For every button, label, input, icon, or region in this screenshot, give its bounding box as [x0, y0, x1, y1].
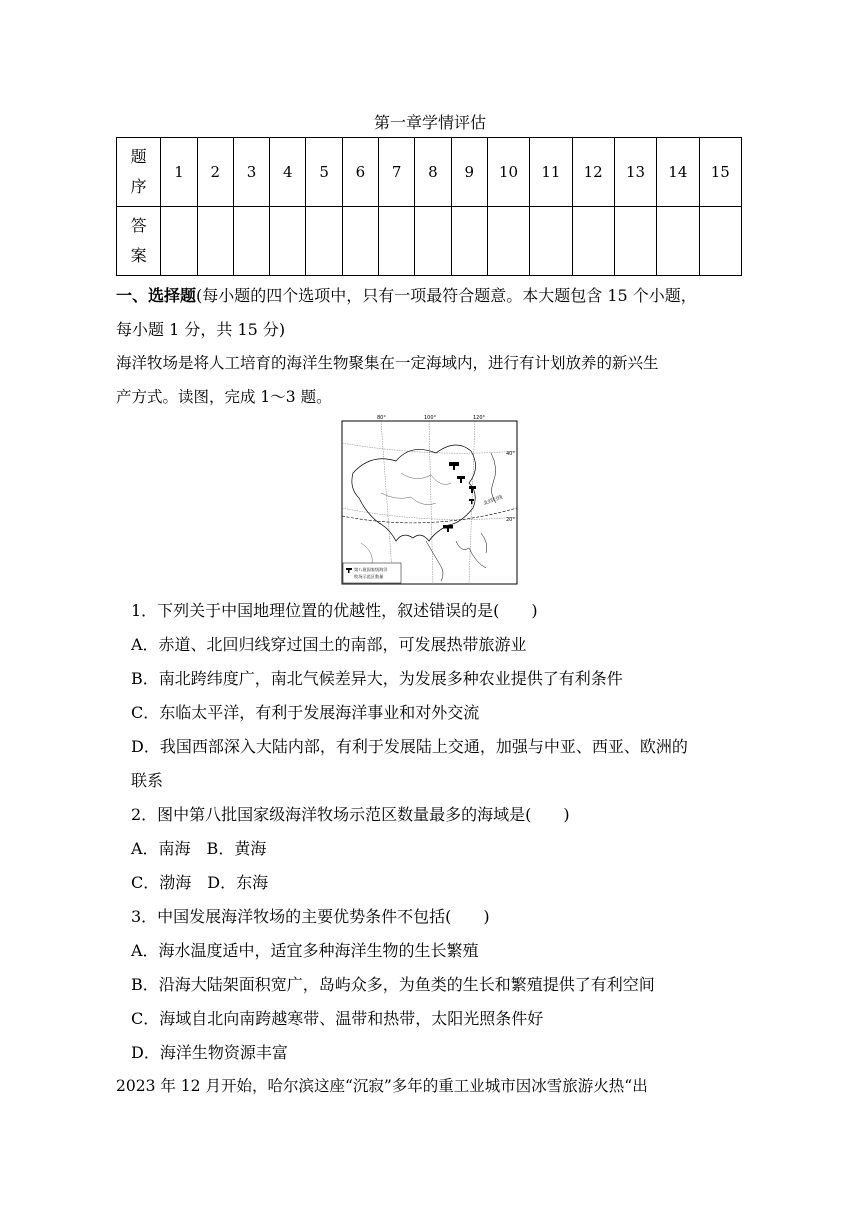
legend-text: 第八批国家级海洋 [354, 567, 388, 572]
lon-label: 100° [424, 415, 437, 421]
number-cell: 14 [657, 138, 699, 207]
page-title: 第一章学情评估 [373, 113, 486, 132]
number-cell: 4 [270, 138, 306, 207]
section-heading: 一、选择题 [116, 286, 197, 305]
number-cell: 13 [614, 138, 656, 207]
answer-cell[interactable] [487, 207, 529, 276]
question-1-stem: 1．下列关于中国地理位置的优越性，叙述错误的是( ) [131, 601, 538, 620]
section-desc-cont: 每小题 1 分，共 15 分) [116, 320, 286, 339]
lat-label: 40° [506, 451, 515, 457]
answer-table [116, 137, 742, 276]
lon-label: 120° [473, 415, 486, 421]
tropic-label: 北回归线 [482, 494, 504, 507]
question-2-stem: 2．图中第八批国家级海洋牧场示范区数量最多的海域是( ) [131, 805, 570, 824]
intro-text: 海洋牧场是将人工培育的海洋生物聚集在一定海域内，进行有计划放养的新兴生 [116, 354, 659, 372]
answer-cell[interactable] [379, 207, 415, 276]
legend-text: 牧场示范区数量 [354, 574, 384, 579]
answer-cell[interactable] [530, 207, 572, 276]
number-cell: 1 [161, 138, 197, 207]
answer-cell[interactable] [306, 207, 342, 276]
answer-cell[interactable] [197, 207, 233, 276]
answer-cell[interactable] [342, 207, 378, 276]
question-1-option-c[interactable]: C．东临太平洋，有利于发展海洋事业和对外交流 [131, 703, 480, 722]
number-cell: 2 [197, 138, 233, 207]
answer-cell[interactable] [699, 207, 741, 276]
number-cell: 8 [415, 138, 451, 207]
next-passage-text: 2023 年 12 月开始，哈尔滨这座“沉寂”多年的重工业城市因冰雪旅游火热“出 [116, 1077, 648, 1095]
number-cell: 7 [379, 138, 415, 207]
number-cell: 5 [306, 138, 342, 207]
answer-cell[interactable] [657, 207, 699, 276]
section-heading-line [116, 283, 697, 306]
answer-cell[interactable] [451, 207, 487, 276]
question-1-option-b[interactable]: B．南北跨纬度广，南北气候差异大，为发展多种农业提供了有利条件 [131, 669, 623, 688]
number-cell: 9 [451, 138, 487, 207]
answer-cell[interactable] [161, 207, 197, 276]
number-cell: 12 [572, 138, 614, 207]
section-desc: (每小题的四个选项中，只有一项最符合题意。本大题包含 15 个小题， [196, 286, 697, 305]
map-legend [343, 563, 401, 583]
question-2-options-ab[interactable]: A．南海 B．黄海 [131, 839, 267, 858]
answer-row [117, 207, 742, 276]
question-1-option-d-cont: 联系 [131, 771, 164, 790]
number-cell: 11 [530, 138, 572, 207]
number-cell: 6 [342, 138, 378, 207]
question-1-option-d[interactable]: D．我国西部深入大陆内部，有利于发展陆上交通，加强与中亚、西亚、欧洲的 [131, 737, 688, 756]
question-3-option-d[interactable]: D．海洋生物资源丰富 [131, 1043, 288, 1062]
answer-cell[interactable] [614, 207, 656, 276]
number-cell: 15 [699, 138, 741, 207]
question-3-option-c[interactable]: C．海域自北向南跨越寒带、温带和热带，太阳光照条件好 [131, 1009, 544, 1028]
answer-cell[interactable] [415, 207, 451, 276]
lon-label: 80° [377, 415, 386, 421]
question-2-options-cd[interactable]: C．渤海 D．东海 [131, 873, 269, 892]
lat-label: 20° [506, 517, 515, 523]
question-number-row [117, 138, 742, 207]
row-header-number: 题 序 [117, 138, 161, 207]
ocean-ranch-map [341, 413, 518, 585]
number-cell: 10 [487, 138, 529, 207]
number-cell: 3 [233, 138, 269, 207]
question-3-option-a[interactable]: A．海水温度适中，适宜多种海洋生物的生长繁殖 [131, 941, 479, 960]
answer-cell[interactable] [233, 207, 269, 276]
question-3-option-b[interactable]: B．沿海大陆架面积宽广，岛屿众多，为鱼类的生长和繁殖提供了有利空间 [131, 975, 655, 994]
answer-cell[interactable] [270, 207, 306, 276]
row-header-answer: 答 案 [117, 207, 161, 276]
answer-cell[interactable] [572, 207, 614, 276]
intro-text: 产方式。读图，完成 1～3 题。 [116, 388, 332, 406]
legend-symbol [346, 568, 352, 570]
question-3-stem: 3．中国发展海洋牧场的主要优势条件不包括( ) [131, 907, 490, 926]
question-1-option-a[interactable]: A．赤道、北回归线穿过国土的南部，可发展热带旅游业 [131, 635, 527, 654]
